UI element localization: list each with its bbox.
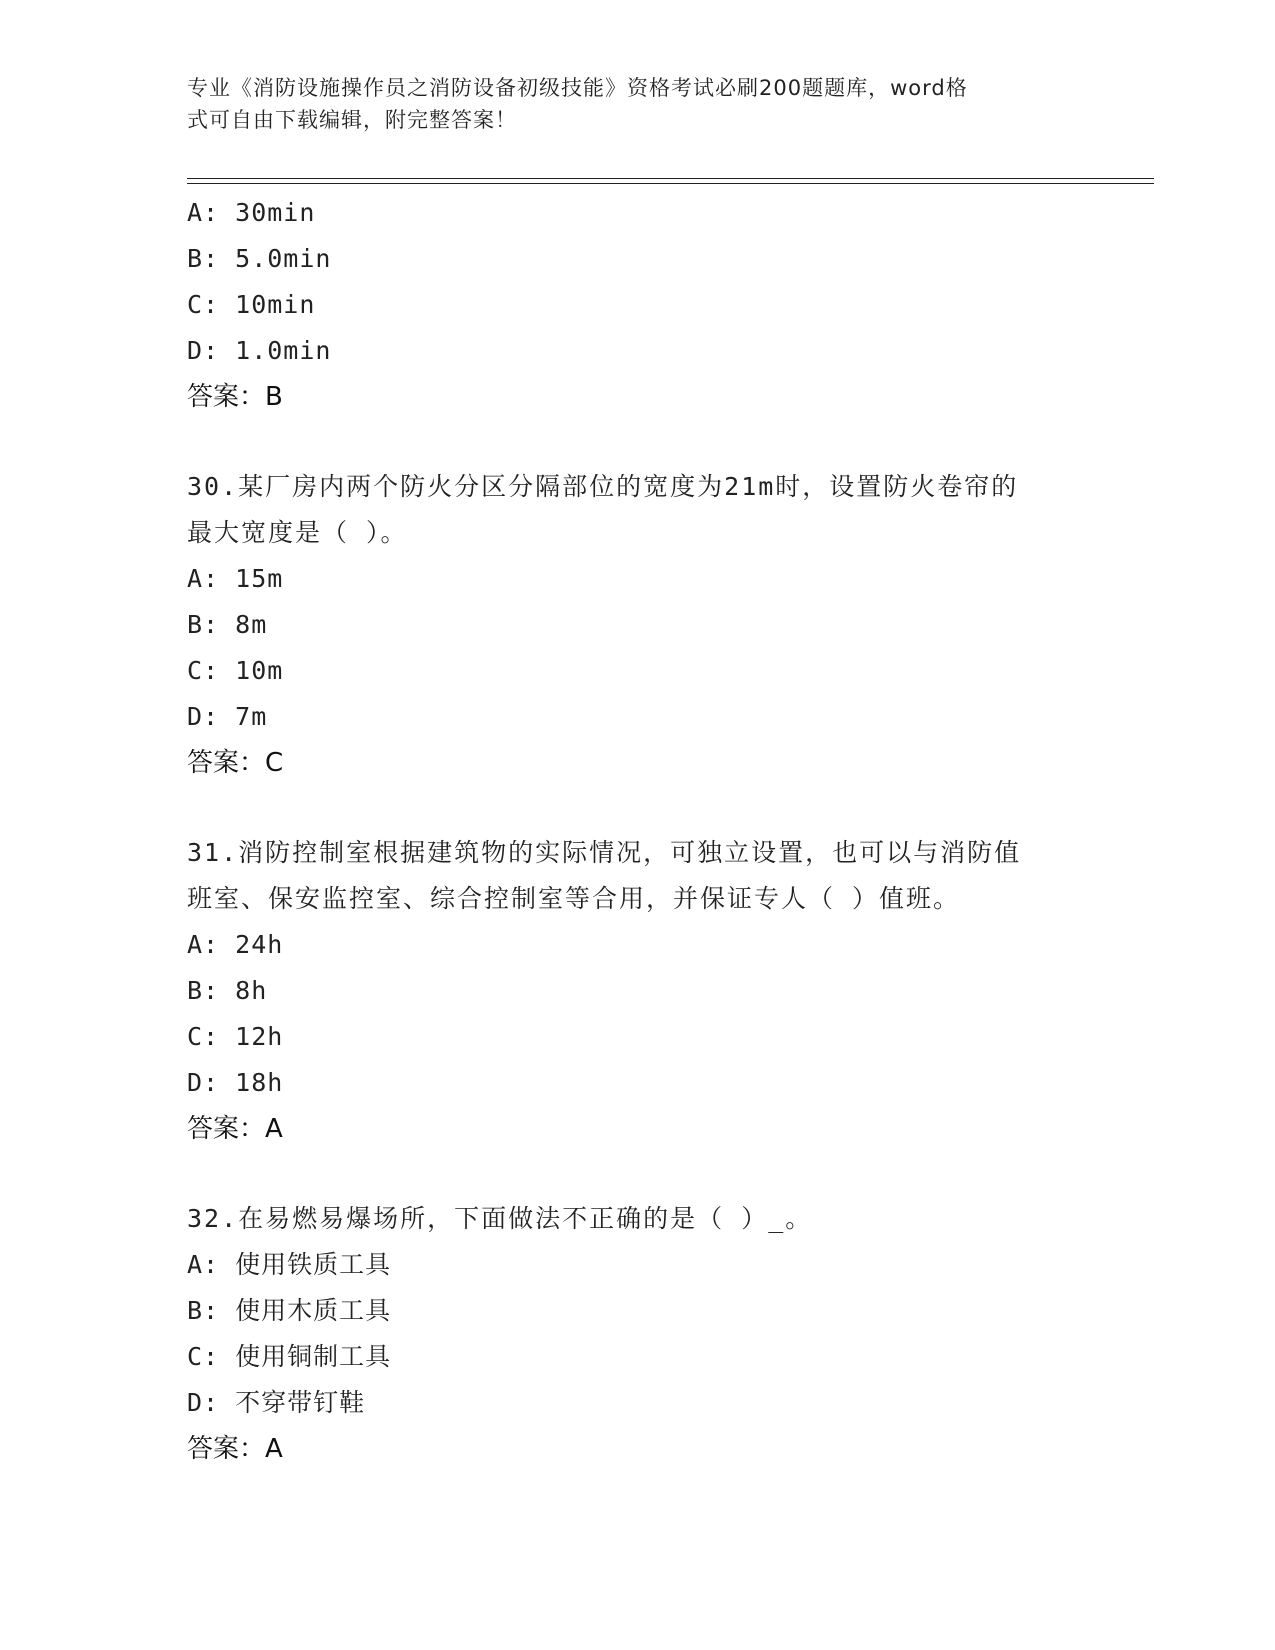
option-c: C: 10min	[187, 290, 316, 319]
option-b: B: 8m	[187, 610, 268, 639]
spacer	[187, 786, 1087, 830]
stem-line-1: 31.消防控制室根据建筑物的实际情况，可独立设置，也可以与消防值	[187, 838, 1022, 867]
header-divider-top	[187, 178, 1154, 179]
option-a: A: 24h	[187, 930, 284, 959]
question-30	[187, 464, 1087, 786]
option-d: D: 7m	[187, 702, 268, 731]
option-a: A: 使用铁质工具	[187, 1250, 392, 1279]
answer: 答案：C	[187, 748, 284, 778]
option-a: A: 15m	[187, 564, 284, 593]
spacer	[187, 420, 1087, 464]
answer: 答案：A	[187, 1434, 283, 1464]
question-list	[187, 190, 1087, 1472]
option-a: A: 30min	[187, 198, 316, 227]
answer: 答案：A	[187, 1114, 283, 1144]
question-29	[187, 190, 1087, 420]
document-header	[187, 72, 1067, 136]
question-stem	[187, 1196, 1077, 1242]
header-line-2: 式可自由下载编辑，附完整答案！	[187, 108, 517, 132]
option-b: B: 5.0min	[187, 244, 332, 273]
spacer	[187, 1152, 1087, 1196]
stem-line-2: 班室、保安监控室、综合控制室等合用，并保证专人（ ）值班。	[187, 884, 961, 913]
header-line-1: 专业《消防设施操作员之消防设备初级技能》资格考试必刷200题题库，word格	[187, 76, 968, 100]
option-c: C: 使用铜制工具	[187, 1342, 392, 1371]
answer: 答案：B	[187, 382, 283, 412]
option-b: B: 使用木质工具	[187, 1296, 392, 1325]
question-32	[187, 1196, 1087, 1472]
header-divider-bottom	[187, 183, 1154, 184]
question-stem	[187, 830, 1077, 922]
option-b: B: 8h	[187, 976, 268, 1005]
option-d: D: 1.0min	[187, 336, 332, 365]
option-d: D: 18h	[187, 1068, 284, 1097]
stem-line-2: 最大宽度是（ ）。	[187, 518, 408, 547]
stem-line-1: 32.在易燃易爆场所，下面做法不正确的是（ ）_。	[187, 1204, 813, 1233]
question-31	[187, 830, 1087, 1152]
option-d: D: 不穿带钉鞋	[187, 1388, 366, 1417]
stem-line-1: 30.某厂房内两个防火分区分隔部位的宽度为21m时，设置防火卷帘的	[187, 472, 1019, 501]
question-stem	[187, 464, 1077, 556]
option-c: C: 10m	[187, 656, 284, 685]
option-c: C: 12h	[187, 1022, 284, 1051]
